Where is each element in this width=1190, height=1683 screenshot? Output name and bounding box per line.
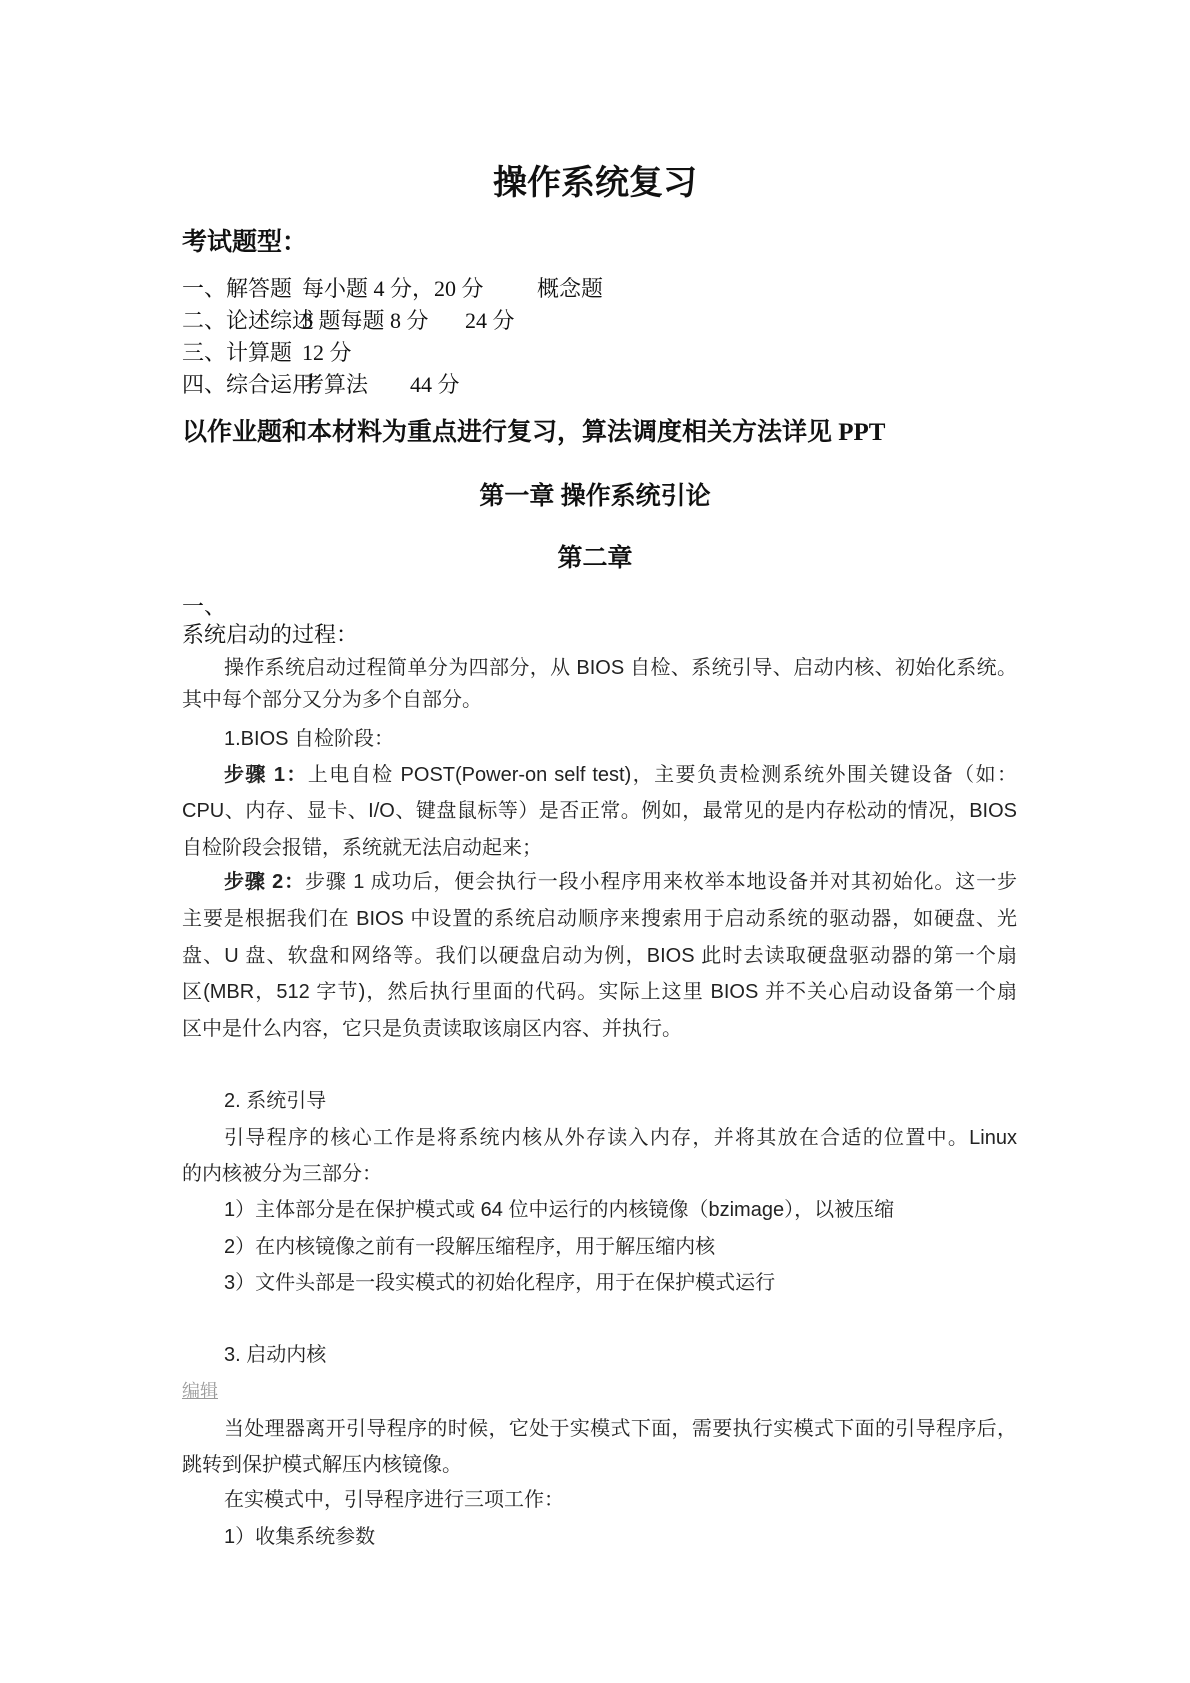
document-title: 操作系统复习: [493, 165, 697, 202]
exam-type-note: 44 分: [410, 372, 460, 397]
kernel-heading: 3. 启动内核: [224, 1344, 327, 1366]
exam-type-item: [182, 336, 537, 367]
kernel-line: 当处理器离开引导程序的时候，它处于实模式下面，需要执行实模式下面的引导程序后，: [224, 1418, 1017, 1440]
section-title: 系统启动的过程：: [182, 622, 359, 647]
boot-line: 引导程序的核心工作是将系统内核从外存读入内存，并将其放在合适的位置中。Linux: [224, 1127, 1017, 1149]
step2-line: 盘、U 盘、软盘和网络等。我们以硬盘启动为例，BIOS 此时去读取硬盘驱动器的第一个扇: [182, 945, 1017, 967]
step2-line: [182, 865, 1017, 894]
realmode-item: 1）收集系统参数: [224, 1526, 376, 1548]
step1-line: [182, 758, 1017, 787]
edit-link[interactable]: 编辑: [182, 1381, 218, 1401]
boot-item: 3）文件头部是一段实模式的初始化程序，用于在保护模式运行: [224, 1272, 776, 1294]
step2-text: 步骤 1 成功后，便会执行一段小程序用来枚举本地设备并对其初始化。这一步: [305, 871, 1017, 893]
exam-types-heading: 考试题型：: [182, 229, 308, 256]
exam-type-score: 每小题 4 分，20 分: [302, 276, 484, 301]
exam-type-item: [182, 304, 515, 335]
step1-text: 上电自检 POST(Power-on self test)，主要负责检测系统外围关键设备（如：: [307, 764, 1017, 786]
review-note: 以作业题和本材料为重点进行复习，算法调度相关方法详见 PPT: [182, 419, 886, 446]
step2-line: 区(MBR，512 字节)，然后执行里面的代码。实际上这里 BIOS 并不关心启动设备第一个扇: [182, 981, 1017, 1003]
exam-type-score: 考算法: [302, 372, 369, 397]
intro-line: 其中每个部分又分为多个自部分。: [182, 689, 482, 711]
step1-line: 自检阶段会报错，系统就无法启动起来；: [182, 837, 542, 859]
exam-type-note: 24 分: [465, 308, 515, 333]
bios-heading: 1.BIOS 自检阶段：: [224, 728, 395, 750]
exam-type-score: 12 分: [302, 340, 352, 365]
exam-type-name: 四、综合运用: [182, 372, 315, 397]
boot-item: 2）在内核镜像之前有一段解压缩程序，用于解压缩内核: [224, 1236, 716, 1258]
boot-heading: 2. 系统引导: [224, 1090, 327, 1112]
exam-type-name: 二、论述综述: [182, 308, 315, 333]
intro-line: 操作系统启动过程简单分为四部分，从 BIOS 自检、系统引导、启动内核、初始化系统。: [224, 657, 1017, 679]
kernel-line: 跳转到保护模式解压内核镜像。: [182, 1454, 462, 1476]
exam-type-item: [182, 368, 460, 399]
step2-label: 步骤 2：: [224, 871, 306, 893]
step1-line: CPU、内存、显卡、I/O、键盘鼠标等）是否正常。例如，最常见的是内存松动的情况，BIOS: [182, 800, 1017, 822]
exam-type-note: 概念题: [537, 276, 604, 301]
edit-link-row: [182, 1377, 1017, 1403]
step2-line: 主要是根据我们在 BIOS 中设置的系统启动顺序来搜索用于启动系统的驱动器，如硬盘、光: [182, 908, 1017, 930]
chapter-2-heading: 第二章: [557, 545, 633, 572]
section-number: 一、: [182, 594, 227, 619]
step2-line: 区中是什么内容，它只是负责读取该扇区内容、并执行。: [182, 1018, 682, 1040]
chapter-1-heading: 第一章 操作系统引论: [479, 483, 711, 510]
exam-type-name: 三、计算题: [182, 340, 293, 365]
boot-item: 1）主体部分是在保护模式或 64 位中运行的内核镜像（bzimage），以被压缩: [224, 1199, 895, 1221]
realmode-intro: 在实模式中，引导程序进行三项工作：: [224, 1489, 564, 1511]
exam-type-item: [182, 272, 603, 303]
step1-label: 步骤 1：: [224, 764, 308, 786]
exam-type-score: 3 题每题 8 分: [302, 308, 429, 333]
exam-type-name: 一、解答题: [182, 276, 293, 301]
boot-line: 的内核被分为三部分：: [182, 1163, 382, 1185]
